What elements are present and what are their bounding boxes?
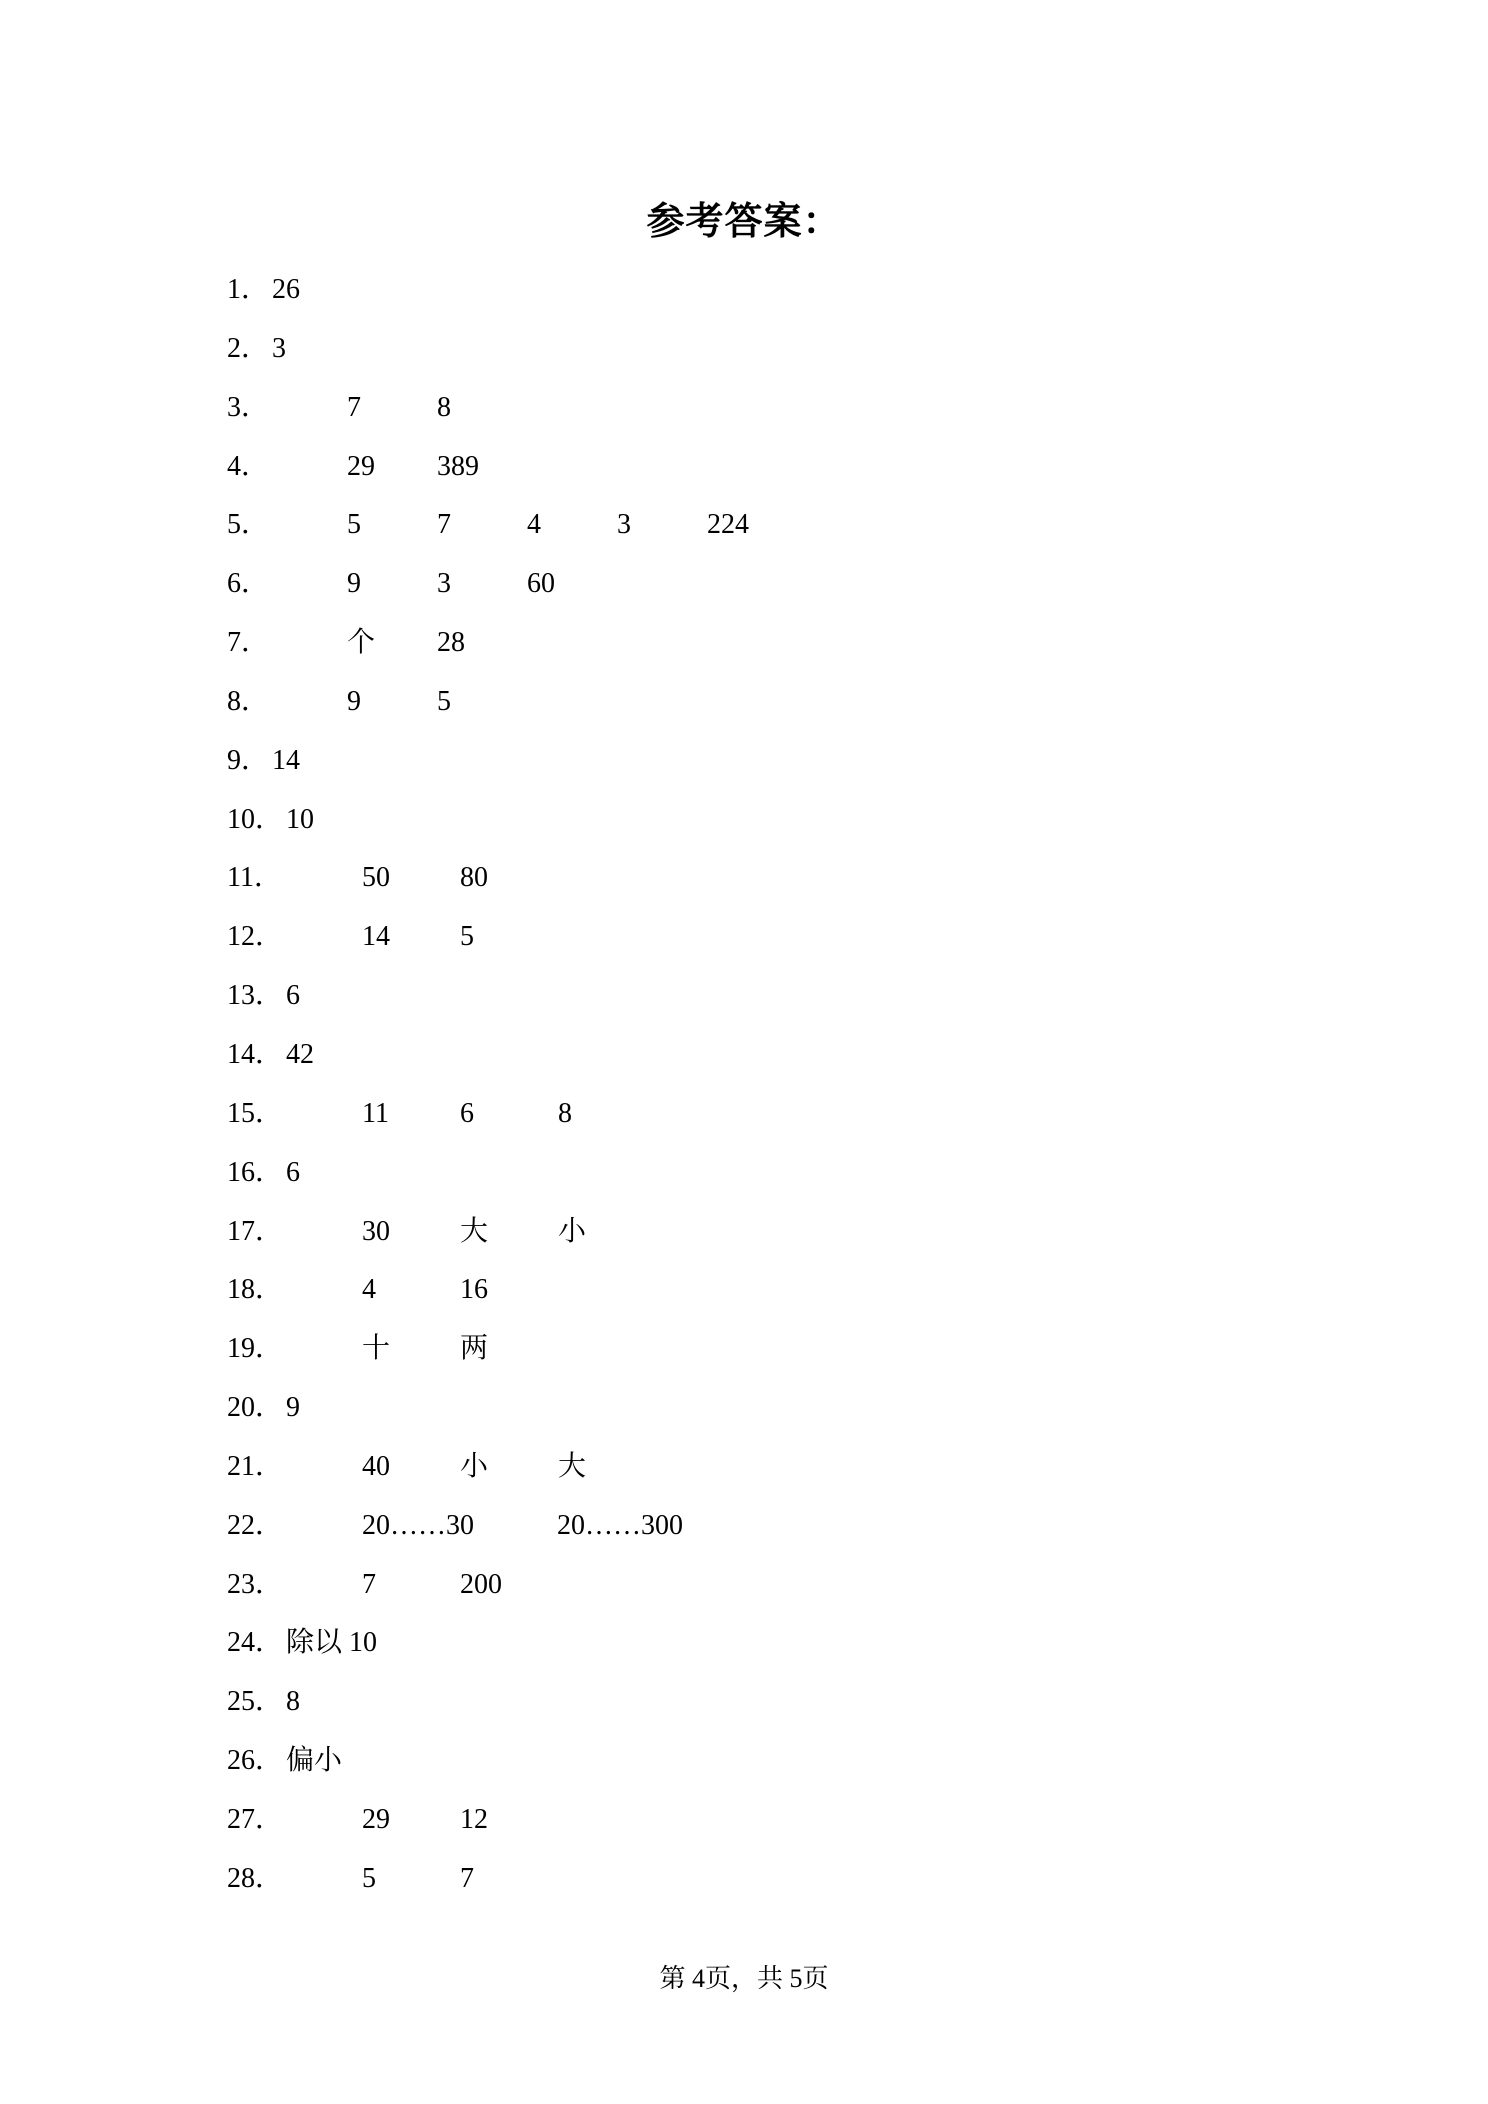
answer-value: 两 [460,1333,489,1365]
answer-number: 6． [227,568,270,600]
answer-number: 26． [227,1745,284,1777]
answer-row [227,329,1327,388]
answer-value: 40 [362,1450,390,1482]
answer-value: 20……30 [362,1509,474,1541]
answer-row [227,1035,1327,1094]
answer-row [227,388,1327,447]
answer-row [227,1565,1327,1624]
answer-number: 22． [227,1509,284,1541]
answer-value: 60 [527,568,555,600]
answer-value: 224 [707,509,749,541]
answer-row [227,800,1327,859]
answer-value: 14 [272,744,300,776]
answer-row [227,917,1327,976]
answer-number: 27． [227,1803,284,1835]
answer-number: 3． [227,391,270,423]
answer-value: 3 [272,332,286,364]
answer-row [227,1270,1327,1329]
answer-value: 8 [437,391,451,423]
answer-number: 23． [227,1568,284,1600]
answer-row [227,1212,1327,1271]
answer-value: 3 [617,509,631,541]
answer-row [227,1741,1327,1800]
answer-value: 50 [362,862,390,894]
page-title: 参考答案： [646,199,842,243]
answer-row [227,1447,1327,1506]
answer-value: 7 [437,509,451,541]
answer-row [227,976,1327,1035]
answer-number: 12． [227,921,284,953]
answer-list [227,270,1327,1918]
answer-row [227,1623,1327,1682]
answer-value: 大 [558,1450,587,1482]
answer-row [227,1329,1327,1388]
answer-number: 24． [227,1627,284,1659]
answer-number: 8． [227,685,270,717]
answer-value: 200 [460,1568,502,1600]
answer-row [227,505,1327,564]
page-footer: 第 4页，共 5页 [659,1964,829,1993]
answer-number: 15． [227,1097,284,1129]
answer-value: 6 [460,1097,474,1129]
answer-value: 10 [286,803,314,835]
answer-row [227,564,1327,623]
answer-value: 偏小 [286,1745,343,1777]
answer-row [227,682,1327,741]
answer-value: 14 [362,921,390,953]
answer-number: 5． [227,509,270,541]
answer-value: 7 [347,391,361,423]
answer-value: 6 [286,980,300,1012]
answer-row [227,858,1327,917]
answer-value: 5 [347,509,361,541]
answer-number: 19． [227,1333,284,1365]
answer-value: 小 [558,1215,587,1247]
answer-value: 389 [437,450,479,482]
answer-value: 9 [347,568,361,600]
answer-value: 8 [286,1686,300,1718]
answer-value: 29 [347,450,375,482]
answer-value: 5 [362,1862,376,1894]
answer-value: 5 [460,921,474,953]
answer-value: 9 [286,1392,300,1424]
answer-value: 大 [460,1215,489,1247]
answer-value: 小 [460,1450,489,1482]
answer-value: 11 [362,1097,389,1129]
answer-value: 16 [460,1274,488,1306]
answer-value: 5 [437,685,451,717]
answer-value: 6 [286,1156,300,1188]
answer-number: 20． [227,1392,284,1424]
answer-number: 4． [227,450,270,482]
answer-row [227,1859,1327,1918]
answer-row [227,1094,1327,1153]
answer-value: 12 [460,1803,488,1835]
answer-value: 8 [558,1097,572,1129]
answer-value: 9 [347,685,361,717]
answer-value: 30 [362,1215,390,1247]
answer-number: 10． [227,803,284,835]
answer-number: 9． [227,744,270,776]
answer-value: 26 [272,274,300,305]
answer-value: 除以 10 [286,1627,378,1659]
answer-number: 13． [227,980,284,1012]
answer-row [227,1682,1327,1741]
answer-value: 80 [460,862,488,894]
answer-number: 18． [227,1274,284,1306]
answer-value: 个 [347,627,376,659]
answer-number: 25． [227,1686,284,1718]
answer-row [227,1506,1327,1565]
answer-number: 17． [227,1215,284,1247]
answer-value: 20……300 [557,1509,683,1541]
answer-row [227,270,1327,329]
answer-value: 7 [362,1568,376,1600]
answer-value: 29 [362,1803,390,1835]
answer-value: 十 [362,1333,391,1365]
answer-number: 14． [227,1038,284,1070]
answer-row [227,741,1327,800]
answer-number: 16． [227,1156,284,1188]
answer-row [227,1388,1327,1447]
answer-value: 4 [362,1274,376,1306]
answer-value: 42 [286,1038,314,1070]
answer-number: 28． [227,1862,284,1894]
answer-number: 7． [227,627,270,659]
answer-row [227,1153,1327,1212]
answer-number: 11． [227,862,282,894]
answer-row [227,623,1327,682]
answer-row [227,447,1327,506]
answer-value: 7 [460,1862,474,1894]
answer-number: 2． [227,332,270,364]
answer-value: 28 [437,627,465,659]
answer-row [227,1800,1327,1859]
answer-value: 3 [437,568,451,600]
answer-number: 1． [227,274,270,305]
answer-number: 21． [227,1450,284,1482]
answer-value: 4 [527,509,541,541]
